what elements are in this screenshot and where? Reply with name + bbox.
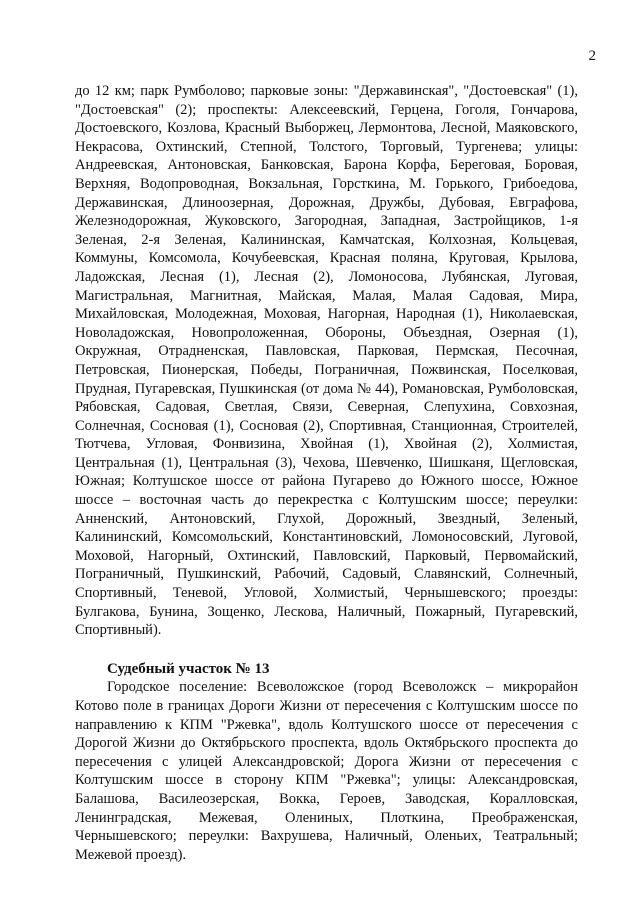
document-body	[75, 82, 578, 864]
continuation-paragraph: до 12 км; парк Румболово; парковые зоны: "Державинская", "Достоевская" (1), "Достоевская" (2); проспекты: Алексеевский, Герцена, Гоголя, Гончарова, Достоевского, Козлова, Красный Выборжец, Лермонтова, Лесной, Маяковского, Некрасова, Охтинский, Степной, Толстого, Торговый, Тургенева; улицы: Андреевская, Антоновская, Банковская, Барона Корфа, Береговая, Боровая, Верхняя, Водопроводная, Вокзальная, Горсткина, М. Горького, Грибоедова, Державинская, Длиноозерная, Дорожная, Дружбы, Дубовая, Евграфова, Железнодорожная, Жуковского, Загородная, Западная, Застройщиков, 1-я Зеленая, 2-я Зеленая, Калининская, Камчатская, Колхозная, Кольцевая, Коммуны, Комсомола, Кочубеевская, Красная поляна, Круговая, Крылова, Ладожская, Лесная (1), Лесная (2), Ломоносова, Лубянская, Луговая, Магистральная, Магнитная, Майская, Малая, Малая Садовая, Мира, Михайловская, Молодежная, Моховая, Нагорная, Народная (1), Николаевская, Новоладожская, Новопроложенная, Обороны, Объездная, Озерная (1), Окружная, Отрадненская, Павловская, Парковая, Пермская, Песочная, Петровская, Пионерская, Победы, Пограничная, Пожвинская, Поселковая, Прудная, Пугаревская, Пушкинская (от дома № 44), Романовская, Румболовская, Рябовская, Садовая, Светлая, Связи, Северная, Слепухина, Совхозная, Солнечная, Сосновая (1), Сосновая (2), Спортивная, Станционная, Строителей, Тютчева, Угловая, Фонвизина, Хвойная (1), Хвойная (2), Холмистая, Центральная (1), Центральная (3), Чехова, Шевченко, Шишканя, Щегловская, Южная; Колтушское шоссе от района Пугарево до Южного шоссе, Южное шоссе – восточная часть до перекрестка с Колтушским шоссе; переулки: Анненский, Антоновский, Глухой, Дорожный, Звездный, Зеленый, Калининский, Комсомольский, Константиновский, Ломоносовский, Луговой, Моховой, Нагорный, Охтинский, Павловский, Парковый, Первомайский, Пограничный, Пушкинский, Рабочий, Садовый, Славянский, Солнечный, Спортивный, Теневой, Угловой, Холмистый, Чернышевского; проезды: Булгакова, Бунина, Зощенко, Лескова, Наличный, Пожарный, Пугаревский, Спортивный).	[75, 83, 578, 639]
page-number: 2	[588, 48, 596, 64]
section-heading: Судебный участок № 13	[107, 660, 270, 677]
section-paragraph: Городское поселение: Всеволожское (город Всеволожск – микрорайон Котово поле в границах Дороги Жизни от пересечения с Колтушским шоссе по направлению к КПМ "Ржевка", вдоль Колтушского шоссе от пересечения с Дорогой Жизни до Октябрьского проспекта, вдоль Октябрьского проспекта до пересечения с улицей Александровской; Дорога Жизни от пересечения с Колтушским шоссе в сторону КПМ "Ржевка"; улицы: Александровская, Балашова, Василеозерская, Вокка, Героев, Заводская, Коралловская, Ленинградская, Межевая, Олениных, Плоткина, Преображенская, Чернышевского; переулки: Вахрушева, Наличный, Оленьих, Театральный; Межевой проезд).	[75, 679, 578, 863]
